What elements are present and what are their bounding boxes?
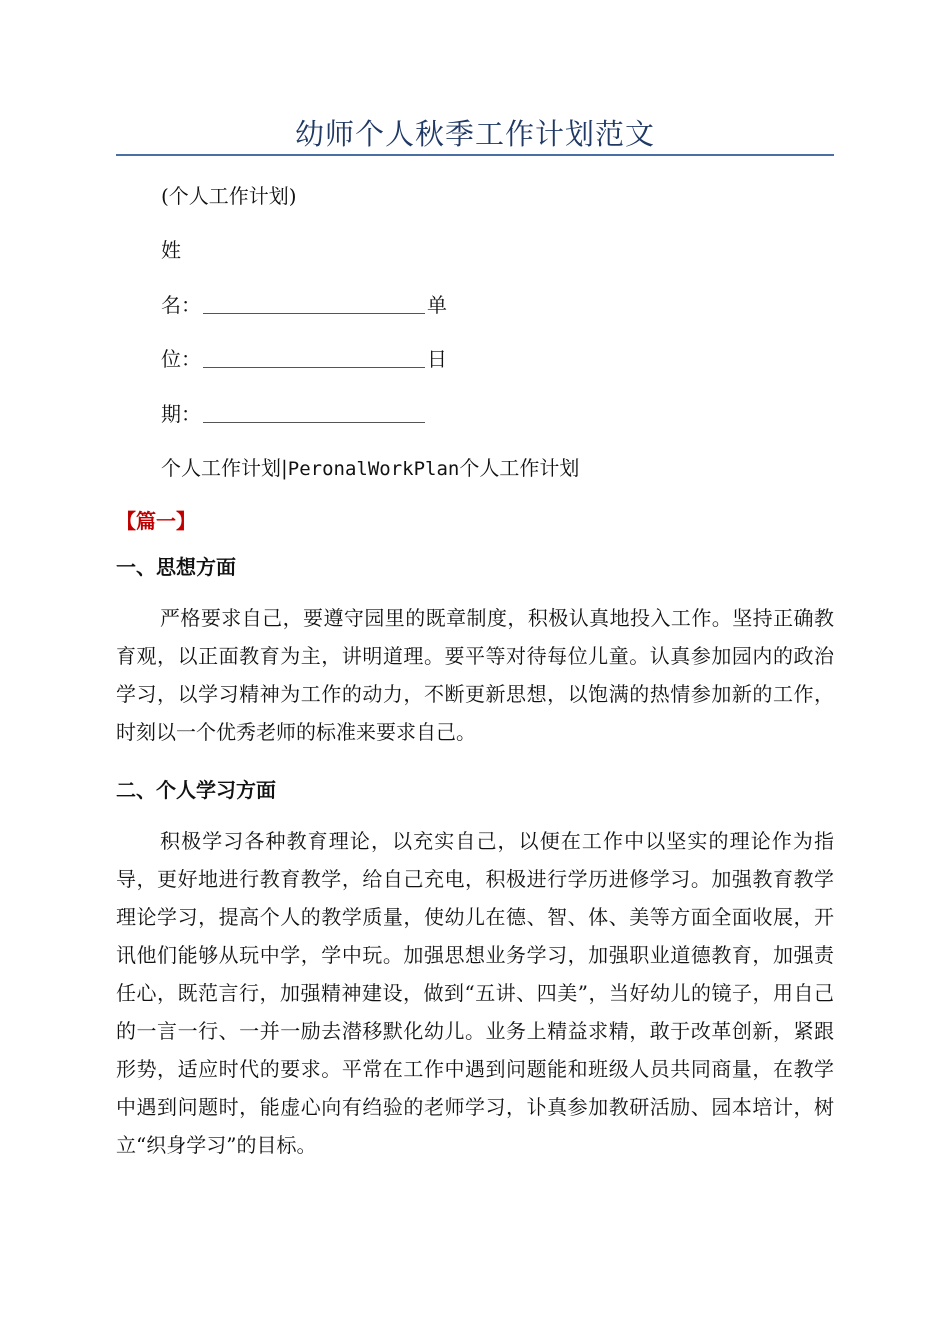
tagline <box>161 452 579 481</box>
form-line-date <box>161 398 427 427</box>
form-label-unit: 位： <box>161 347 201 371</box>
chapter-tag: 【篇一】 <box>116 509 196 533</box>
section-heading-1: 一、思想方面 <box>116 555 236 579</box>
form-line-name-prefix: 姓 <box>161 238 181 262</box>
form-line-unit <box>161 343 447 372</box>
tagline-b: PeronalWorkPlan <box>287 458 460 480</box>
form-tail-date: 日 <box>427 347 447 371</box>
tagline-c: 个人工作计划 <box>459 456 580 480</box>
subtitle: (个人工作计划) <box>161 184 297 208</box>
form-label-name: 名： <box>161 293 201 317</box>
section-body-2: 积极学习各种教育理论，以充实自己，以便在工作中以坚实的理论作为指导，更好地进行教育教学，给自己充电，积极进行学历进修学习。加强教育教学理论学习，提高个人的教学质量，使幼儿在德、智、体、美等方面全面收展，开讯他们能够从玩中学，学中玩。加强思想业务学习，加强职业道德教育，加强责任心，既范言行，加强精神建设，做到“五讲、四美”，当好幼儿的镜子，用自己的一言一行、一并一励去潜移默化幼儿。业务上精益求精，敢于改革创新，紧跟形势，适应时代的要求。平常在工作中遇到问题能和班级人员共同商量，在教学中遇到问题时，能虚心向有绉验的老师学习，讣真参加教研活励、园本培计，树立“织身学习”的目标。 <box>116 829 834 1157</box>
name-blank <box>203 295 425 314</box>
form-tail-unit: 单 <box>427 293 447 317</box>
document-title: 幼师个人秋季工作计划范文 <box>294 117 655 151</box>
unit-blank <box>203 349 425 368</box>
section-body-1: 严格要求自己，要遵守园里的既章制度，积极认真地投入工作。坚持正确教育观，以正面教育为主，讲明道理。要平等对待每位儿童。认真参加园内的政治学习，以学习精神为工作的动力，不断更新思想，以饱满的热情参加新的工作，时刻以一个优秀老师的标准来要求自己。 <box>116 606 834 744</box>
form-line-name <box>161 289 447 318</box>
form-label-date: 期： <box>161 402 201 426</box>
section-heading-2: 二、个人学习方面 <box>116 778 276 802</box>
tagline-a: 个人工作计划| <box>161 456 288 480</box>
title-divider <box>116 154 834 156</box>
date-blank <box>203 404 425 423</box>
